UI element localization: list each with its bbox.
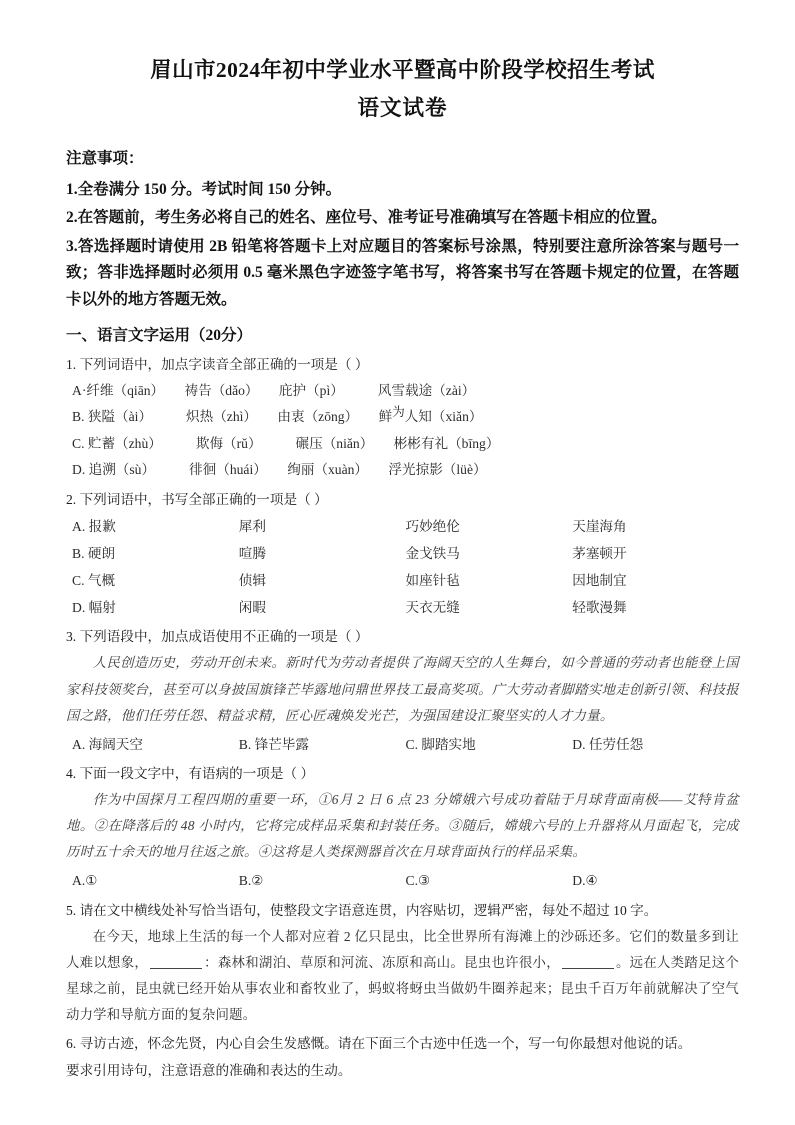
- question-3-options[interactable]: [66, 731, 739, 758]
- question-1-option-a[interactable]: A·纤维（qiān） 祷告（dǎo） 庇护（pì） 风雪载途（zài）: [72, 382, 476, 398]
- passage-part-2: ：森林和湖泊、草原和河流、冻原和高山。昆虫也许很小，: [204, 954, 560, 970]
- question-4: [66, 763, 739, 895]
- question-3-stem: 3. 下列语段中，加点成语使用不正确的一项是（ ）: [66, 629, 369, 645]
- option-cell: 天崖海角: [572, 518, 627, 534]
- option-cell: D. 幅射: [72, 600, 116, 616]
- section-heading-language-use: 一、语言文字运用（20分）: [66, 326, 253, 344]
- notice-item-1: 1.全卷满分 150 分。考试时间 150 分钟。: [66, 180, 342, 198]
- notice-item-3: 3.答选择题时请使用 2B 铅笔将答题卡上对应题目的答案标号涂黑，特别要注意所涂答案与题号一致；答非选择题时必须用 0.5 毫米黑色字迹签字笔书写，将答案书写在答题卡规定的位置，在答题卡以外的地方答题无效。: [66, 237, 739, 309]
- question-3-passage: 人民创造历史，劳动开创未来。新时代为劳动者提供了海阔天空的人生舞台，如今普通的劳动者也能登上国家科技领奖台，甚至可以身披国旗锋芒毕露地问鼎世界技工最高奖项。广大劳动者脚踏实地走创新引领、科技报国之路，他们任劳任怨、精益求精，匠心匠魂焕发光芒，为强国建设汇聚坚实的人才力量。: [66, 655, 739, 723]
- question-4-option-d[interactable]: D.④: [572, 873, 598, 889]
- option-cell: C. 气概: [72, 573, 116, 588]
- question-1: [66, 354, 739, 484]
- question-2-option-a[interactable]: [66, 513, 739, 540]
- option-cell: 如座针毡: [405, 573, 460, 588]
- question-6: [66, 1033, 739, 1082]
- notice-section: [66, 147, 739, 314]
- question-2-options: [66, 513, 739, 622]
- option-cell: B. 硬朗: [72, 545, 116, 561]
- notice-heading: 注意事项：: [66, 149, 144, 167]
- question-3-option-a[interactable]: A. 海阔天空: [72, 736, 143, 752]
- fill-blank-2[interactable]: [562, 968, 614, 969]
- question-6-stem-line-1: 6. 寻访古迹，怀念先贤，内心自会生发感慨。请在下面三个古迹中任选一个，写一句你最想对他说的话。: [66, 1036, 692, 1052]
- question-4-passage: 作为中国探月工程四期的重要一环，①6月 2 日 6 点 23 分嫦娥六号成功着陆于月球背面南极——艾特肯盆地。②在降落后的 48 小时内，它将完成样品采集和封装任务。③随后，嫦娥六号的上升器将从月面起飞，完成历时五十余天的地月往返之旅。④这将是人类探测器首次在月球背面执行的样品采集。: [66, 792, 739, 860]
- passage-part-3: 。远在人类踏足这个星球之前，昆虫就已经开始从事农业和畜牧业了，蚂蚁将蚜虫当做奶牛圈养起来；昆虫千百万年前就解决了空气动力学和导航方面的复杂问题。: [66, 954, 739, 1023]
- option-cell: 轻歌漫舞: [572, 600, 627, 616]
- page-title: 眉山市2024年初中学业水平暨高中阶段学校招生考试: [150, 58, 655, 82]
- question-4-option-c[interactable]: C.③: [405, 873, 431, 889]
- option-cell: 巧妙绝伦: [405, 518, 460, 534]
- option-cell: 喧腾: [238, 545, 266, 561]
- question-3: [66, 626, 739, 758]
- fill-blank-1[interactable]: [150, 968, 202, 969]
- option-cell: 因地制宜: [572, 573, 627, 588]
- question-3-option-d[interactable]: D. 任劳任怨: [572, 736, 644, 752]
- question-1-option-c[interactable]: C. 贮蓄（zhù） 欺侮（rǔ） 碾压（niǎn） 彬彬有礼（bīng）: [72, 435, 500, 451]
- option-cell: 茅塞顿开: [572, 545, 627, 561]
- question-4-option-a[interactable]: A.①: [72, 873, 98, 889]
- option-cell: 天衣无缝: [405, 600, 460, 616]
- question-1-option-d[interactable]: D. 追溯（sù） 徘徊（huái） 绚丽（xuàn） 浮光掠影（lüè）: [72, 462, 487, 478]
- question-1-options: [66, 378, 739, 484]
- question-2-option-d[interactable]: [66, 594, 739, 621]
- question-5: [66, 900, 739, 1029]
- raised-character: 为: [392, 405, 405, 420]
- question-4-option-b[interactable]: B.②: [238, 873, 264, 889]
- question-3-option-b[interactable]: B. 锋芒毕露: [238, 736, 309, 752]
- passage-part-1: 在今天，地球上生活的每一个人都对应着 2 亿只昆虫，比全世界所有海滩上的沙砾还多。它们的数量多到让人难以想象，: [66, 928, 739, 970]
- question-1-stem: 1. 下列词语中，加点字读音全部正确的一项是（ ）: [66, 356, 369, 372]
- question-4-options[interactable]: [66, 867, 739, 894]
- question-6-stem-line-2: 要求引用诗句，注意语意的准确和表达的生动。: [66, 1063, 352, 1079]
- option-cell: 闲暇: [238, 600, 266, 616]
- option-cell: 犀利: [238, 518, 266, 534]
- question-5-passage: [66, 924, 739, 1029]
- notice-item-2: 2.在答题前，考生务必将自己的姓名、座位号、准考证号准确填写在答题卡相应的位置。: [66, 209, 667, 227]
- question-2-option-b[interactable]: [66, 540, 739, 567]
- question-1-option-b[interactable]: B. 狭隘（ài） 炽热（zhì） 由衷（zōng） 鲜为人知（xiǎn）: [72, 405, 483, 425]
- question-2: [66, 489, 739, 622]
- page-subtitle: 语文试卷: [357, 96, 448, 121]
- question-5-stem: 5. 请在文中横线处补写恰当语句，使整段文字语意连贯，内容贴切，逻辑严密，每处不超过 10 字。: [66, 902, 658, 918]
- question-2-option-c[interactable]: [66, 567, 739, 594]
- option-cell: A. 报歉: [72, 518, 116, 534]
- question-4-stem: 4. 下面一段文字中，有语病的一项是（ ）: [66, 766, 315, 781]
- option-cell: 金戈铁马: [405, 545, 460, 561]
- question-3-option-c[interactable]: C. 脚踏实地: [405, 736, 476, 752]
- option-cell: 侦辑: [238, 573, 266, 588]
- question-2-stem: 2. 下列词语中，书写全部正确的一项是（ ）: [66, 491, 328, 507]
